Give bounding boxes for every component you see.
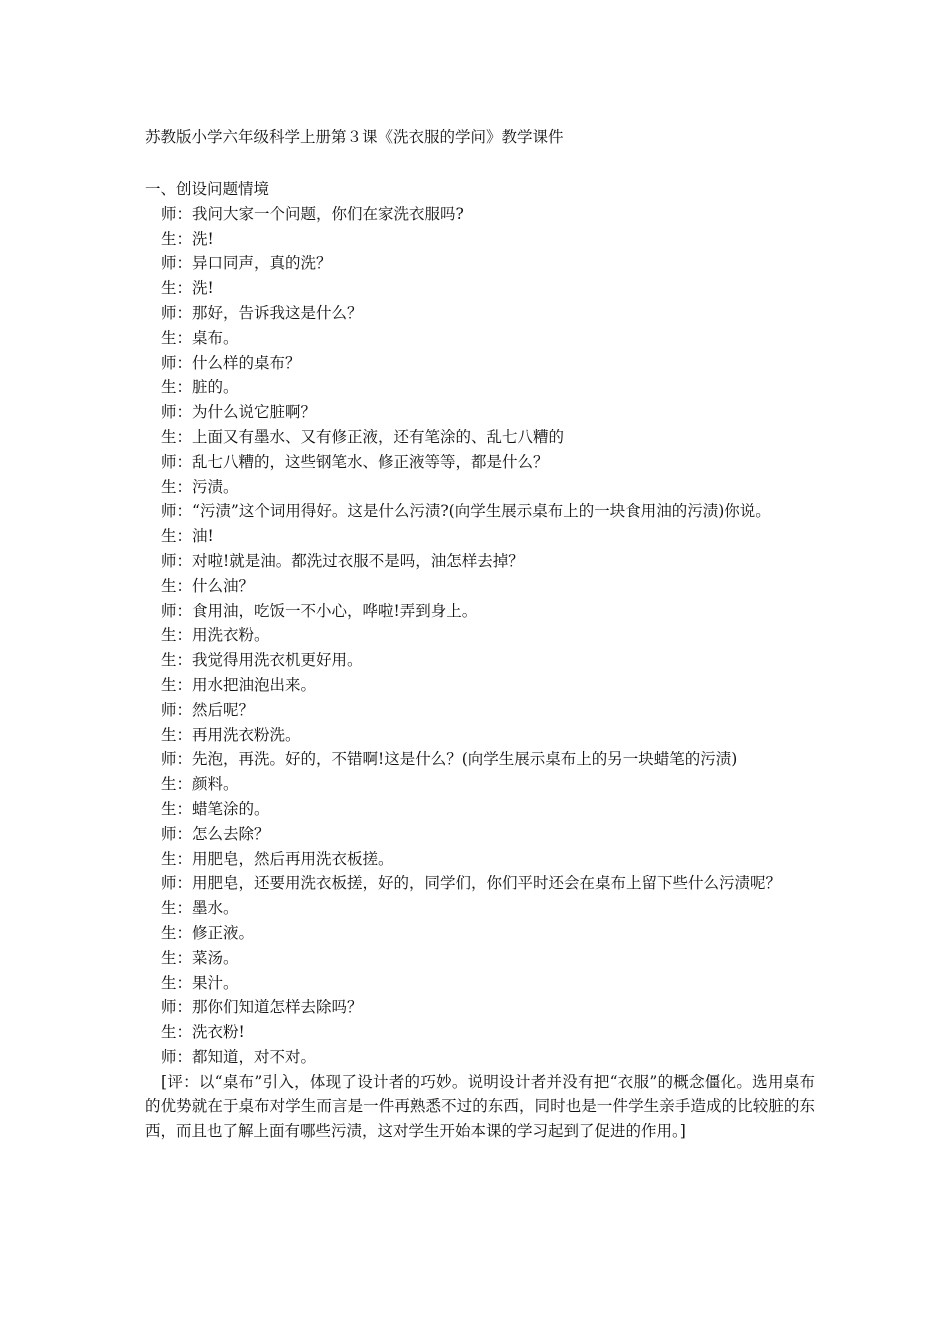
comment-paragraph: [评：以“桌布”引入，体现了设计者的巧妙。说明设计者并没有把“衣服”的概念僵化。选用桌布的优势就在于桌布对学生而言是一件再熟悉不过的东西，同时也是一件学生亲手造成的比较脏的东西，而且也了解上面有哪些污渍，这对学生开始本课的学习起到了促进的作用。] xyxy=(145,1072,815,1141)
dialogue-line: 生：果汁。 xyxy=(161,973,239,992)
dialogue-line: 生：脏的。 xyxy=(161,378,239,397)
dialogue-line: 生：油! xyxy=(161,527,214,546)
dialogue-line: 师：为什么说它脏啊？ xyxy=(161,403,317,422)
dialogue-line: 师：然后呢？ xyxy=(161,700,255,719)
dialogue-line: 师：我问大家一个问题，你们在家洗衣服吗? xyxy=(161,204,464,223)
dialogue-line: 生：桌布。 xyxy=(161,328,239,347)
document-body xyxy=(145,177,815,1144)
dialogue-line: 师：乱七八糟的，这些钢笔水、修正液等等，都是什么？ xyxy=(161,452,549,471)
dialogue-line: 生：墨水。 xyxy=(161,899,239,918)
dialogue-line: 生：用洗衣粉。 xyxy=(161,626,270,645)
dialogue-line: 生：洗! xyxy=(161,229,214,248)
section-heading: 一、创设问题情境 xyxy=(145,180,270,198)
dialogue-line: 生：用肥皂，然后再用洗衣板搓。 xyxy=(161,849,394,868)
dialogue-line: 生：上面又有墨水、又有修正液，还有笔涂的、乱七八糟的 xyxy=(161,427,565,446)
dialogue-line: 师：什么样的桌布？ xyxy=(161,353,301,372)
dialogue-line: 师：那你们知道怎样去除吗？ xyxy=(161,998,363,1017)
dialogue-line: 生：颜料。 xyxy=(161,775,239,794)
dialogue-line: 生：再用洗衣粉洗。 xyxy=(161,725,301,744)
dialogue-line: 生：洗! xyxy=(161,279,214,298)
dialogue-line: 生：修正液。 xyxy=(161,923,255,942)
dialogue-line: 师：对啦!就是油。都洗过衣服不是吗，油怎样去掉？ xyxy=(161,551,524,570)
dialogue-paragraph: 师：用肥皂，还要用洗衣板搓，好的，同学们，你们平时还会在桌布上留下些什么污渍呢？ xyxy=(161,874,782,893)
dialogue-line: 生：洗衣粉! xyxy=(161,1023,245,1042)
dialogue-line: 生：我觉得用洗衣机更好用。 xyxy=(161,651,363,670)
dialogue-line: 师：食用油，吃饭一不小心，哗啦!弄到身上。 xyxy=(161,601,478,620)
document-title: 苏教版小学六年级科学上册第３课《洗衣服的学问》教学课件 xyxy=(145,128,564,146)
dialogue-line: 师：那好，告诉我这是什么？ xyxy=(161,303,363,322)
dialogue-line: 师：异口同声，真的洗？ xyxy=(161,254,332,273)
dialogue-line: 生：用水把油泡出来。 xyxy=(161,675,317,694)
dialogue-line: 生：菜汤。 xyxy=(161,948,239,967)
dialogue-line: 师：先泡，再洗。好的，不错啊!这是什么？(向学生展示桌布上的另一块蜡笔的污渍) xyxy=(161,750,738,769)
dialogue-line: 生：什么油？ xyxy=(161,576,255,595)
dialogue-line: 师：都知道，对不对。 xyxy=(161,1047,317,1066)
dialogue-line: 师：怎么去除？ xyxy=(161,824,270,843)
dialogue-paragraph: 师：“污渍”这个词用得好。这是什么污渍?(向学生展示桌布上的一块食用油的污渍)你说。 xyxy=(161,502,771,521)
dialogue-line: 生：蜡笔涂的。 xyxy=(161,799,270,818)
dialogue-line: 生：污渍。 xyxy=(161,477,239,496)
